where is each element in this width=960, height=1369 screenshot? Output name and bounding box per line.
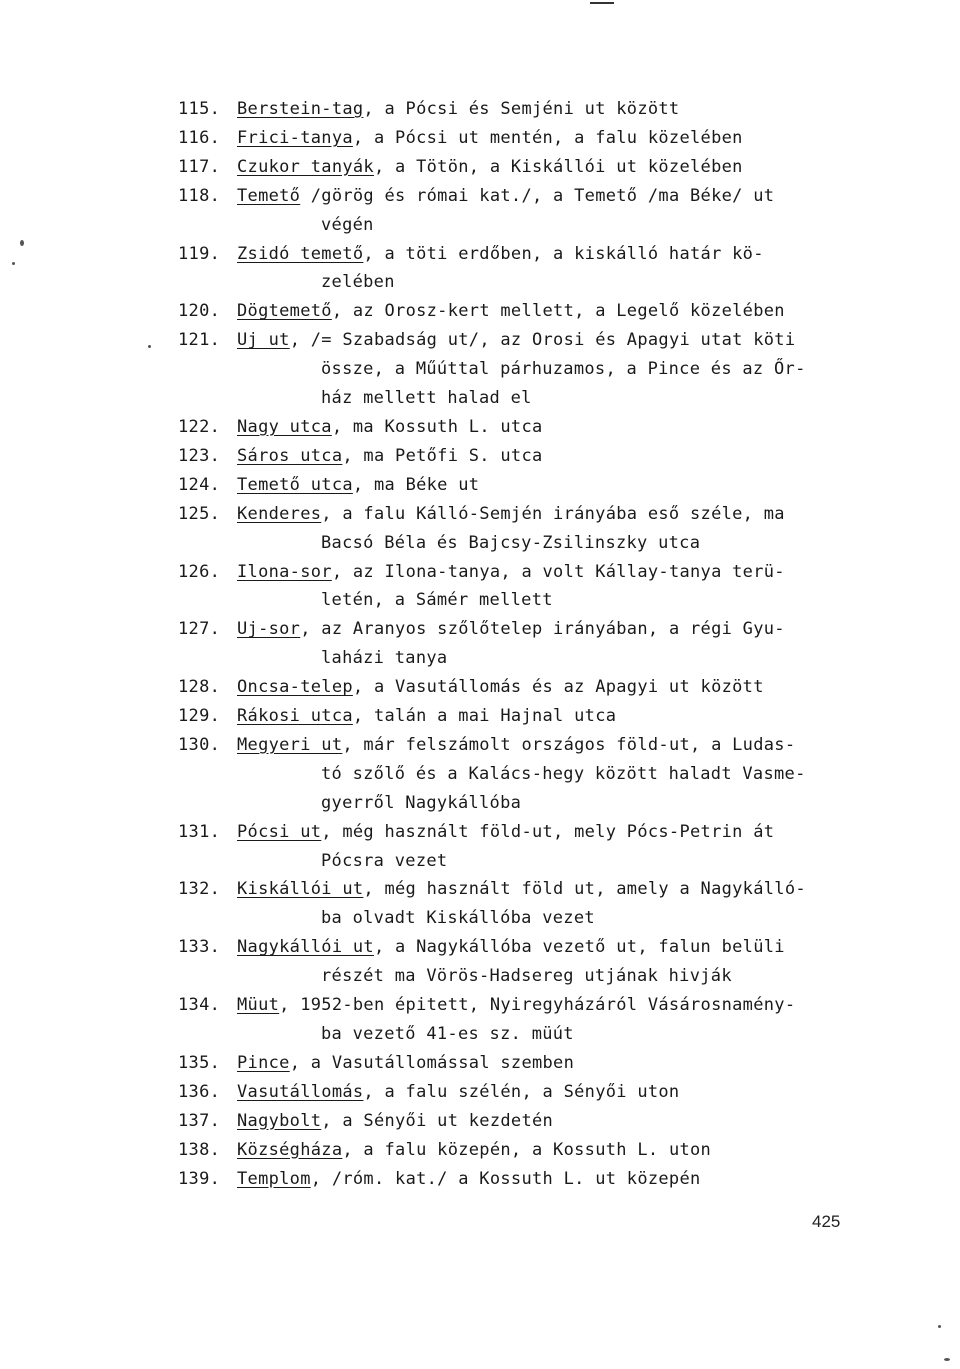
entry-continuation-line: [237, 355, 878, 384]
list-entry: [178, 1136, 878, 1165]
entry-first-line: [237, 1049, 878, 1078]
entry-continuation-line: [237, 268, 878, 297]
entry-number: 139.: [178, 1168, 221, 1189]
list-entry: [178, 1107, 878, 1136]
place-name: Zsidó temető: [237, 243, 364, 264]
description-text: , a falu Kálló-Semjén irányába eső széle, ma: [321, 503, 785, 524]
list-entry: [178, 153, 878, 182]
place-name: Frici-tanya: [237, 127, 353, 148]
description-text: , a Vasutállomás és az Apagyi ut között: [352, 677, 764, 698]
description-text: , a Pócsi és Semjéni ut között: [363, 99, 680, 119]
entry-number: 126.: [178, 561, 221, 582]
entry-first-line: [237, 1136, 878, 1165]
description-text: , a töti erdőben, a kiskálló határ kö-: [363, 243, 764, 264]
entry-number: 127.: [178, 619, 221, 640]
entry-first-line: [237, 500, 878, 529]
description-text: , a Vasutállomással szemben: [289, 1052, 575, 1073]
list-entry: [178, 297, 878, 326]
description-text: , 1952-ben épitett, Nyiregyházáról Vásárosnamény-: [279, 995, 796, 1016]
entry-text: [237, 991, 878, 1049]
list-entry: [178, 1165, 878, 1194]
description-text: ba olvadt Kiskállóba vezet: [321, 908, 595, 929]
place-name-list: [178, 95, 878, 1193]
place-name: Pócsi ut: [237, 821, 322, 842]
description-text: , még használt föld-ut, mely Pócs-Petrin át: [321, 821, 775, 842]
description-text: részét ma Vörös-Hadsereg utjának hivják: [321, 966, 732, 987]
scan-speck: [944, 1358, 950, 1361]
description-text: , az Orosz-kert mellett, a Legelő közelében: [331, 301, 785, 322]
description-text: , a Sényői ut kezdetén: [321, 1110, 554, 1131]
place-name: Czukor tanyák: [237, 156, 374, 177]
entry-number: 119.: [178, 243, 221, 264]
list-entry: [178, 326, 878, 413]
entry-text: [237, 1049, 878, 1078]
entry-first-line: [237, 297, 878, 326]
description-text: ház mellett halad el: [321, 388, 532, 409]
entry-continuation-line: [237, 962, 878, 991]
entry-continuation-line: [237, 211, 878, 240]
entry-first-line: [237, 240, 878, 269]
place-name: Oncsa-telep: [237, 677, 353, 698]
entry-text: [237, 326, 878, 413]
list-entry: [178, 933, 878, 991]
entry-first-line: [237, 933, 878, 962]
entry-number: 136.: [178, 1081, 221, 1102]
list-entry: [178, 731, 878, 818]
entry-first-line: [237, 1165, 878, 1194]
entry-text: [237, 1165, 878, 1194]
description-text: ba vezető 41-es sz. müút: [321, 1024, 574, 1044]
description-text: , a falu szélén, a Sényői uton: [363, 1081, 680, 1102]
place-name: Sáros utca: [237, 445, 343, 466]
description-text: tó szőlő és a Kalács-hegy között haladt Vasme-: [321, 763, 806, 784]
description-text: , az Aranyos szőlőtelep irányában, a régi Gyu-: [300, 619, 785, 640]
entry-continuation-line: [237, 644, 878, 673]
description-text: /görög és római kat./, a Temető /ma Béke/ ut: [300, 185, 775, 206]
entry-continuation-line: [237, 904, 878, 933]
entry-text: [237, 124, 878, 153]
entry-continuation-line: [237, 847, 878, 876]
entry-first-line: [237, 991, 878, 1020]
entry-first-line: [237, 182, 878, 211]
entry-number: 135.: [178, 1052, 221, 1073]
place-name: Nagykállói ut: [237, 937, 374, 958]
list-entry: [178, 124, 878, 153]
list-entry: [178, 1078, 878, 1107]
entry-first-line: [237, 1078, 878, 1107]
entry-first-line: [237, 326, 878, 355]
entry-text: [237, 442, 878, 471]
description-text: laházi tanya: [321, 648, 448, 669]
entry-first-line: [237, 471, 878, 500]
entry-continuation-line: [237, 384, 878, 413]
scan-speck: [938, 1325, 941, 1328]
entry-text: [237, 818, 878, 876]
description-text: , még használt föld ut, amely a Nagykálló-: [363, 879, 806, 900]
entry-continuation-line: [237, 760, 878, 789]
entry-number: 130.: [178, 734, 221, 755]
entry-text: [237, 558, 878, 616]
place-name: Rákosi utca: [237, 706, 353, 727]
entry-first-line: [237, 558, 878, 587]
entry-text: [237, 615, 878, 673]
entry-text: [237, 731, 878, 818]
list-entry: [178, 442, 878, 471]
entry-continuation-line: [237, 1020, 878, 1049]
entry-number: 134.: [178, 995, 221, 1016]
place-name: Ilona-sor: [237, 561, 332, 582]
entry-first-line: [237, 442, 878, 471]
entry-first-line: [237, 875, 878, 904]
description-text: zelében: [321, 272, 395, 293]
list-entry: [178, 991, 878, 1049]
description-text: , ma Kossuth L. utca: [331, 416, 543, 437]
list-entry: [178, 558, 878, 616]
place-name: Temető utca: [237, 474, 353, 495]
entry-text: [237, 1107, 878, 1136]
place-name: Kenderes: [237, 503, 322, 524]
entry-text: [237, 875, 878, 933]
entry-number: 124.: [178, 474, 221, 495]
entry-number: 122.: [178, 416, 221, 437]
scan-speck: [12, 262, 15, 265]
list-entry: [178, 875, 878, 933]
entry-text: [237, 702, 878, 731]
entry-number: 117.: [178, 156, 221, 177]
entry-number: 132.: [178, 879, 221, 900]
entry-first-line: [237, 124, 878, 153]
place-name: Müut: [237, 995, 280, 1016]
entry-text: [237, 297, 878, 326]
list-entry: [178, 240, 878, 298]
entry-number: 125.: [178, 503, 221, 524]
description-text: , a Pócsi ut mentén, a falu közelében: [352, 127, 743, 148]
place-name: Templom: [237, 1168, 311, 1189]
entry-number: 116.: [178, 127, 221, 148]
entry-text: [237, 95, 878, 124]
place-name: Uj-sor: [237, 619, 301, 640]
entry-first-line: [237, 1107, 878, 1136]
description-text: , /= Szabadság ut/, az Orosi és Apagyi utat köti: [289, 330, 796, 351]
page-number: 425: [812, 1212, 841, 1231]
description-text: össze, a Műúttal párhuzamos, a Pince és az Őr-: [321, 359, 806, 380]
description-text: , a falu közepén, a Kossuth L. uton: [342, 1139, 712, 1160]
scan-speck: [148, 345, 151, 348]
description-text: , a Tötön, a Kiskállói ut közelében: [373, 156, 743, 177]
entry-text: [237, 673, 878, 702]
entry-text: [237, 1078, 878, 1107]
entry-continuation-line: [237, 586, 878, 615]
place-name: Vasutállomás: [237, 1081, 364, 1102]
list-entry: [178, 673, 878, 702]
entry-text: [237, 182, 878, 240]
entry-number: 121.: [178, 330, 221, 351]
entry-first-line: [237, 153, 878, 182]
entry-number: 129.: [178, 706, 221, 727]
entry-text: [237, 1136, 878, 1165]
place-name: Nagybolt: [237, 1110, 322, 1131]
description-text: , már felszámolt országos föld-ut, a Ludas-: [342, 734, 796, 755]
place-name: Uj ut: [237, 330, 290, 351]
entry-first-line: [237, 731, 878, 760]
place-name: Pince: [237, 1052, 290, 1073]
entry-first-line: [237, 673, 878, 702]
place-name: Megyeri ut: [237, 734, 343, 755]
entry-continuation-line: [237, 529, 878, 558]
list-entry: [178, 1049, 878, 1078]
description-text: végén: [321, 214, 374, 235]
list-entry: [178, 702, 878, 731]
entry-first-line: [237, 95, 878, 124]
entry-number: 118.: [178, 185, 221, 206]
list-entry: [178, 413, 878, 442]
list-entry: [178, 471, 878, 500]
place-name: Berstein-tag: [237, 99, 364, 119]
entry-first-line: [237, 413, 878, 442]
entry-text: [237, 471, 878, 500]
description-text: Bacsó Béla és Bajcsy-Zsilinszky utca: [321, 532, 701, 553]
scan-speck: [20, 240, 24, 246]
entry-text: [237, 933, 878, 991]
entry-number: 123.: [178, 445, 221, 466]
place-name: Dögtemető: [237, 301, 332, 322]
entry-number: 133.: [178, 937, 221, 958]
entry-text: [237, 240, 878, 298]
description-text: , a Nagykállóba vezető ut, falun belüli: [373, 937, 785, 958]
entry-number: 115.: [178, 99, 221, 119]
place-name: Temető: [237, 185, 301, 206]
description-text: letén, a Sámér mellett: [321, 590, 553, 611]
scan-mark: [590, 2, 614, 4]
entry-number: 128.: [178, 677, 221, 698]
description-text: Pócsra vezet: [321, 850, 448, 871]
description-text: , /róm. kat./ a Kossuth L. ut közepén: [310, 1168, 701, 1189]
place-name: Nagy utca: [237, 416, 332, 437]
place-name: Községháza: [237, 1139, 343, 1160]
entry-first-line: [237, 702, 878, 731]
entry-text: [237, 500, 878, 558]
entry-number: 131.: [178, 821, 221, 842]
list-entry: [178, 95, 878, 124]
list-entry: [178, 182, 878, 240]
entry-first-line: [237, 818, 878, 847]
list-entry: [178, 615, 878, 673]
entry-first-line: [237, 615, 878, 644]
description-text: , ma Petőfi S. utca: [342, 445, 543, 466]
entry-continuation-line: [237, 789, 878, 818]
entry-text: [237, 153, 878, 182]
entry-number: 138.: [178, 1139, 221, 1160]
description-text: , talán a mai Hajnal utca: [352, 706, 617, 727]
entry-number: 120.: [178, 301, 221, 322]
list-entry: [178, 500, 878, 558]
description-text: gyerről Nagykállóba: [321, 792, 522, 813]
place-name: Kiskállói ut: [237, 879, 364, 900]
description-text: , az Ilona-tanya, a volt Kállay-tanya terü-: [331, 561, 785, 582]
entry-number: 137.: [178, 1110, 221, 1131]
list-entry: [178, 818, 878, 876]
entry-text: [237, 413, 878, 442]
description-text: , ma Béke ut: [352, 474, 480, 495]
